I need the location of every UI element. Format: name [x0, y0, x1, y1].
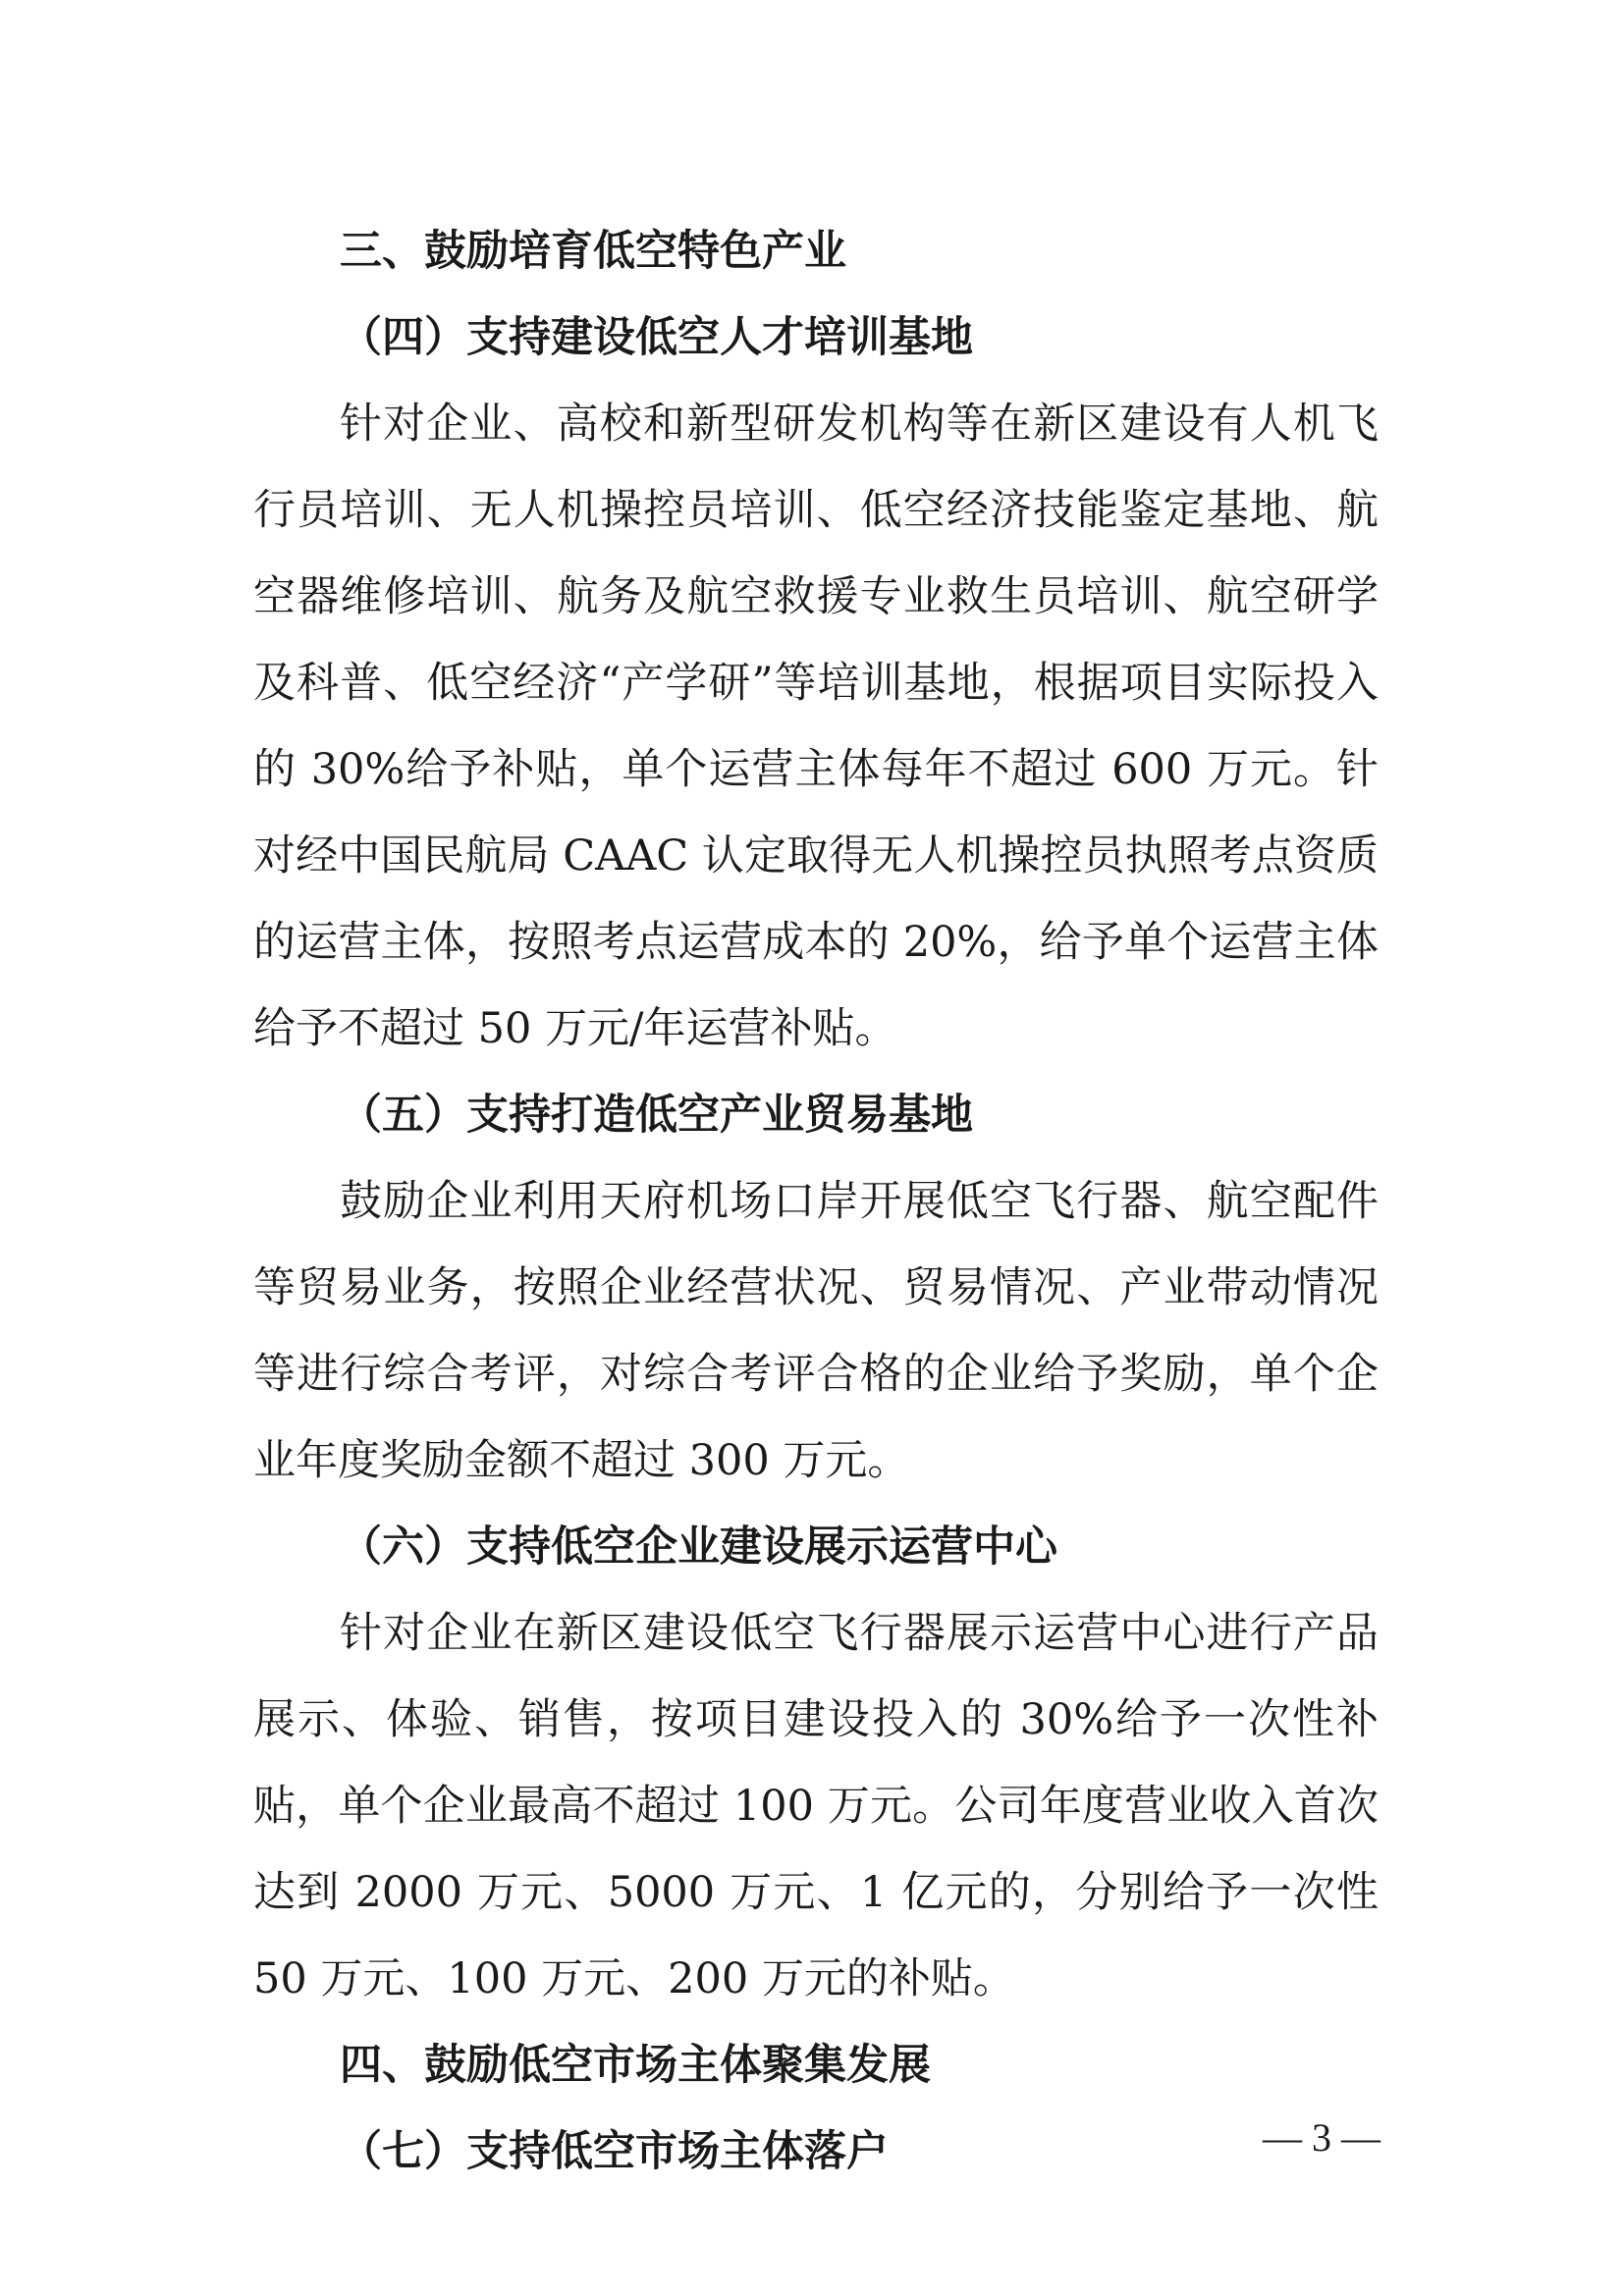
subsection-heading-5: （五）支持打造低空产业贸易基地 — [340, 1091, 973, 1140]
subsection-heading-7: （七）支持低空市场主体落户 — [340, 2127, 889, 2176]
document-body — [253, 208, 1379, 2195]
paragraph-showcase-center: 针对企业在新区建设低空飞行器展示运营中心进行产品展示、体验、销售，按项目建设投入的 30%给予一次性补贴，单个企业最高不超过 100 万元。公司年度营业收入首次达到 2000 万元、5000 万元、1 亿元的，分别给予一次性 50 万元、100 万元、200 万元的补贴。 — [253, 1609, 1379, 2003]
page-number: — 3 — — [1263, 2115, 1380, 2160]
paragraph-talent-training: 针对企业、高校和新型研发机构等在新区建设有人机飞行员培训、无人机操控员培训、低空经济技能鉴定基地、航空器维修培训、航务及航空救援专业救生员培训、航空研学及科普、低空经济“产学研”等培训基地，根据项目实际投入的 30%给予补贴，单个运营主体每年不超过 600 万元。针对经中国民航局 CAAC 认定取得无人机操控员执照考点资质的运营主体，按照考点运营成本的 20%，给予单个运营主体给予不超过 50 万元/年运营补贴。 — [253, 400, 1379, 1053]
subsection-heading-6: （六）支持低空企业建设展示运营中心 — [340, 1522, 1057, 1572]
paragraph-trade-base: 鼓励企业利用天府机场口岸开展低空飞行器、航空配件等贸易业务，按照企业经营状况、贸易情况、产业带动情况等进行综合考评，对综合考评合格的企业给予奖励，单个企业年度奖励金额不超过 300 万元。 — [253, 1177, 1379, 1485]
section-heading-4: 四、鼓励低空市场主体聚集发展 — [340, 2041, 931, 2090]
section-heading-3: 三、鼓励培育低空特色产业 — [340, 227, 846, 276]
subsection-heading-4: （四）支持建设低空人才培训基地 — [340, 313, 973, 362]
